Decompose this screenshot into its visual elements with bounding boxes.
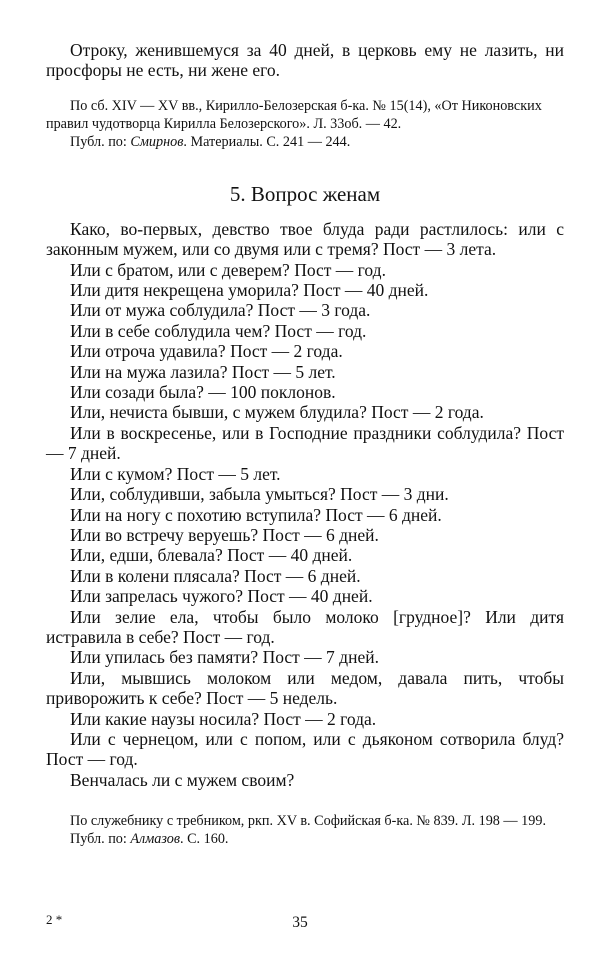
- question-paragraph: Или на ногу с похотию вступила? Пост — 6 дней.: [70, 504, 442, 525]
- question-paragraph: Или запрелась чужого? Пост — 40 дней.: [70, 586, 373, 607]
- source-note-2: [46, 812, 564, 848]
- question-paragraph: Или отроча удавила? Пост — 2 года.: [70, 341, 343, 362]
- question-paragraph: Или на мужа лазила? Пост — 5 лет.: [70, 361, 336, 382]
- question-paragraph: Или в колени плясала? Пост — 6 дней.: [70, 565, 361, 586]
- source-1-line: По сб. XIV — XV вв., Кирилло-Белозерская б-ка. № 15(14), «От Никоновских правил чудотворца Кирилла Белозерского». Л. 33об. — 42.: [46, 97, 542, 132]
- question-paragraph: Или, едши, блевала? Пост — 40 дней.: [70, 545, 353, 566]
- question-paragraph: Или с чернецом, или с попом, или с дьяконом сотворила блуд? Пост — год.: [46, 728, 564, 770]
- question-paragraph: Или, мывшись молоком или медом, давала пить, чтобы приворожить к себе? Пост — 5 недель.: [46, 667, 564, 709]
- intro-paragraph: Отроку, женившемуся за 40 дней, в церковь ему не лазить, ни просфоры не есть, ни жене его.: [46, 40, 564, 81]
- source-2-author: Алмазов: [130, 831, 180, 848]
- question-paragraph: Како, во-первых, девство твое блуда ради растлилось: или с законным мужем, или со двумя или с тремя? Пост — 3 лета.: [46, 218, 564, 260]
- source-1-publication: Публ. по: Смирнов. Материалы. С. 241 — 244.: [70, 133, 351, 150]
- question-paragraph: Или упилась без памяти? Пост — 7 дней.: [70, 647, 379, 668]
- question-paragraph: Или в воскресенье, или в Господние праздники соблудила? Пост — 7 дней.: [46, 422, 564, 464]
- page-number: 35: [292, 914, 308, 931]
- source-2-line: По служебнику с требником, ркп. XV в. Софийская б-ка. № 839. Л. 198 — 199.: [70, 813, 546, 830]
- question-paragraph: Или какие наузы носила? Пост — 2 года.: [70, 708, 377, 729]
- question-paragraph: Или с кумом? Пост — 5 лет.: [70, 463, 281, 484]
- question-paragraph: Или дитя некрещена уморила? Пост — 40 дней.: [70, 280, 429, 301]
- question-paragraph: Венчалась ли с мужем своим?: [70, 769, 295, 790]
- question-paragraph: Или зелие ела, чтобы было молоко [грудное]? Или дитя истравила в себе? Пост — год.: [46, 606, 564, 647]
- question-paragraph: Или в себе соблудила чем? Пост — год.: [70, 320, 367, 341]
- page-content: [46, 40, 564, 848]
- question-paragraph: Или с братом, или с деверем? Пост — год.: [70, 259, 386, 280]
- question-paragraph: Или во встречу веруешь? Пост — 6 дней.: [70, 524, 379, 545]
- signature-mark: 2 *: [46, 912, 63, 927]
- question-paragraph: Или, соблудивши, забыла умыться? Пост — 3 дни.: [70, 484, 449, 505]
- question-paragraph: Или, нечиста бывши, с мужем блудила? Пост — 2 года.: [70, 402, 484, 423]
- source-note-1: [46, 97, 564, 151]
- section-title: 5. Вопрос женам: [229, 181, 381, 206]
- question-paragraph: Или созади была? — 100 поклонов.: [70, 382, 336, 403]
- questions-list: [46, 219, 564, 790]
- question-paragraph: Или от мужа соблудила? Пост — 3 года.: [70, 300, 371, 321]
- source-2-publication: Публ. по: Алмазов. С. 160.: [70, 831, 229, 848]
- source-1-author: Смирнов: [130, 133, 184, 150]
